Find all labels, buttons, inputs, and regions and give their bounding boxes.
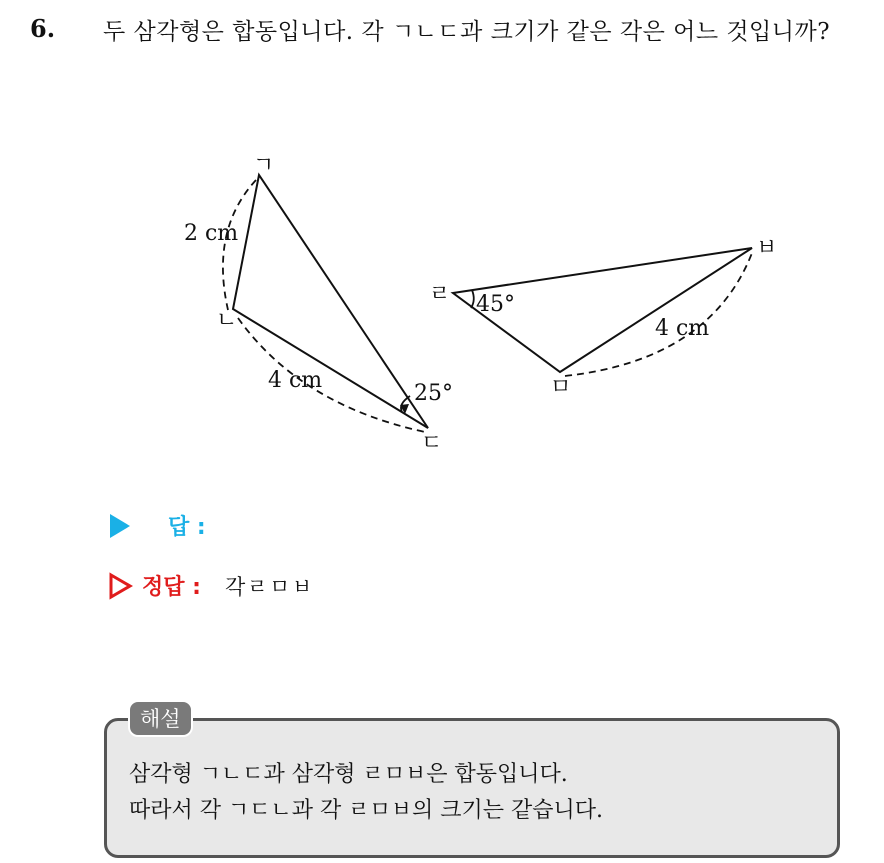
- vertex-g-label: ㄱ: [253, 153, 275, 178]
- vertex-m-label: ㅁ: [550, 375, 572, 400]
- answer-label: 답 :: [168, 515, 206, 540]
- triangle-2: [429, 236, 777, 400]
- correct-answer-value: 각ㄹㅁㅂ: [224, 574, 315, 599]
- explanation-text: [129, 757, 603, 829]
- question-text: 두 삼각형은 합동입니다. 각 ㄱㄴㄷ과 크기가 같은 각은 어느 것입니까?: [103, 19, 831, 45]
- angle-r-arc: [471, 290, 474, 308]
- angle-r-label: 45°: [476, 292, 515, 317]
- correct-answer-label: 정답 :: [142, 575, 201, 600]
- question-number: 6.: [30, 14, 56, 43]
- side-nd-dashed-arc: [238, 318, 425, 432]
- explanation-line-1: 삼각형 ㄱㄴㄷ과 삼각형 ㄹㅁㅂ은 합동입니다.: [129, 762, 568, 787]
- vertex-b-label: ㅂ: [756, 236, 778, 261]
- vertex-d-label: ㄷ: [421, 431, 443, 456]
- play-arrow-icon: [108, 513, 132, 539]
- side-nd-label: 4 cm: [268, 368, 323, 393]
- correct-answer-row: [108, 570, 314, 601]
- explanation-line-2: 따라서 각 ㄱㄷㄴ과 각 ㄹㅁㅂ의 크기는 같습니다.: [129, 798, 603, 823]
- vertex-n-label: ㄴ: [216, 308, 238, 333]
- triangle-1-outline: [233, 175, 428, 428]
- side-gn-label: 2 cm: [184, 221, 239, 246]
- triangle-1: [184, 153, 453, 456]
- side-mb-label: 4 cm: [655, 316, 710, 341]
- answer-row: [108, 510, 206, 541]
- angle-d-label: 25°: [414, 381, 453, 406]
- explanation-tag: 해설: [128, 700, 193, 737]
- explanation-box: [104, 718, 840, 858]
- vertex-r-label: ㄹ: [429, 282, 451, 307]
- outline-arrow-icon: [108, 572, 134, 600]
